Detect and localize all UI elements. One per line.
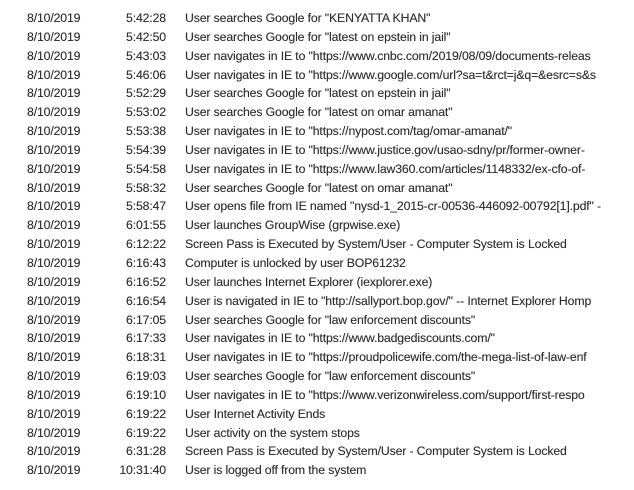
log-description: User searches Google for "latest on epstein in jail" [185, 29, 451, 44]
log-description: User searches Google for "law enforcement discounts" [185, 312, 476, 327]
log-description: Screen Pass is Executed by System/User - Computer System is Locked [185, 237, 567, 252]
log-time: 5:42:50 [126, 29, 166, 44]
log-date: 8/10/2019 [27, 406, 81, 421]
log-date: 8/10/2019 [27, 105, 81, 120]
log-time: 10:31:40 [119, 463, 166, 478]
log-date: 8/10/2019 [27, 255, 81, 270]
log-description: User searches Google for "latest on omar amanat" [185, 180, 453, 195]
log-description: User searches Google for "latest on omar amanat" [185, 105, 453, 120]
log-row [27, 122, 634, 141]
log-date: 8/10/2019 [27, 237, 81, 252]
log-row [27, 9, 634, 28]
log-row [27, 141, 634, 160]
log-description: User navigates in IE to "https://www.google.com/url?sa=t&rct=j&q=&esrc=s&s [185, 67, 596, 82]
log-row [27, 386, 634, 405]
log-row [27, 197, 634, 216]
log-date: 8/10/2019 [27, 444, 81, 459]
log-row [27, 235, 634, 254]
log-row [27, 311, 634, 330]
log-row [27, 66, 634, 85]
log-description: User searches Google for "latest on epstein in jail" [185, 86, 451, 101]
log-date: 8/10/2019 [27, 463, 81, 478]
log-row [27, 273, 634, 292]
log-row [27, 367, 634, 386]
log-row [27, 442, 634, 461]
log-time: 6:12:22 [126, 237, 166, 252]
log-row [27, 424, 634, 443]
log-row [27, 329, 634, 348]
log-time: 5:52:29 [126, 86, 166, 101]
log-time: 6:31:28 [126, 444, 166, 459]
log-time: 6:01:55 [126, 218, 166, 233]
log-date: 8/10/2019 [27, 199, 81, 214]
log-description: User launches GroupWise (grpwise.exe) [185, 218, 401, 233]
log-row [27, 179, 634, 198]
log-time: 6:19:03 [126, 369, 166, 384]
log-date: 8/10/2019 [27, 11, 81, 25]
log-date: 8/10/2019 [27, 218, 81, 233]
log-description: User navigates in IE to "https://www.justice.gov/usao-sdny/pr/former-owner- [185, 142, 585, 157]
log-date: 8/10/2019 [27, 67, 81, 82]
log-row [27, 461, 634, 480]
log-time: 5:53:38 [126, 124, 166, 139]
log-row [27, 47, 634, 66]
log-date: 8/10/2019 [27, 180, 81, 195]
log-description: User activity on the system stops [185, 425, 360, 440]
log-date: 8/10/2019 [27, 425, 81, 440]
log-date: 8/10/2019 [27, 142, 81, 157]
log-description: User searches Google for "KENYATTA KHAN" [185, 11, 431, 25]
log-description: User navigates in IE to "https://www.badgediscounts.com/" [185, 331, 495, 346]
log-time: 6:19:22 [126, 406, 166, 421]
log-date: 8/10/2019 [27, 86, 81, 101]
log-description: User navigates in IE to "https://proudpolicewife.com/the-mega-list-of-law-enf [185, 350, 587, 365]
log-time: 6:17:33 [126, 331, 166, 346]
log-time: 6:19:22 [126, 425, 166, 440]
log-description: User navigates in IE to "https://www.verizonwireless.com/support/first-respo [185, 387, 585, 402]
log-description: User is logged off from the system [185, 463, 367, 478]
log-date: 8/10/2019 [27, 48, 81, 63]
log-date: 8/10/2019 [27, 29, 81, 44]
log-description: Screen Pass is Executed by System/User - Computer System is Locked [185, 444, 567, 459]
log-description: User searches Google for "law enforcement discounts" [185, 369, 476, 384]
log-row [27, 216, 634, 235]
log-date: 8/10/2019 [27, 369, 81, 384]
log-time: 5:58:47 [126, 199, 166, 214]
log-date: 8/10/2019 [27, 161, 81, 176]
log-date: 8/10/2019 [27, 350, 81, 365]
log-row [27, 348, 634, 367]
log-time: 6:16:54 [126, 293, 166, 308]
log-time: 5:53:02 [126, 105, 166, 120]
log-date: 8/10/2019 [27, 331, 81, 346]
log-time: 6:16:52 [126, 274, 166, 289]
log-description: User is navigated in IE to "http://sallyport.bop.gov/" -- Internet Explorer Homp [185, 293, 592, 308]
log-date: 8/10/2019 [27, 274, 81, 289]
log-row [27, 405, 634, 424]
log-time: 5:58:32 [126, 180, 166, 195]
log-time: 5:46:06 [126, 67, 166, 82]
log-date: 8/10/2019 [27, 124, 81, 139]
log-date: 8/10/2019 [27, 387, 81, 402]
log-row [27, 160, 634, 179]
log-time: 5:54:58 [126, 161, 166, 176]
log-time: 5:42:28 [126, 11, 166, 25]
log-time: 6:17:05 [126, 312, 166, 327]
log-time: 6:16:43 [126, 255, 166, 270]
log-description: Computer is unlocked by user BOP61232 [185, 255, 406, 270]
log-row [27, 28, 634, 47]
log-description: User navigates in IE to "https://www.cnbc.com/2019/08/09/documents-releas [185, 48, 591, 63]
log-row [27, 84, 634, 103]
log-row [27, 103, 634, 122]
log-row [27, 254, 634, 273]
log-description: User Internet Activity Ends [185, 406, 326, 421]
log-time: 6:19:10 [126, 387, 166, 402]
log-time: 5:43:03 [126, 48, 166, 63]
log-time: 5:54:39 [126, 142, 166, 157]
log-description: User opens file from IE named "nysd-1_2015-cr-00536-446092-00792[1].pdf" - [185, 199, 601, 214]
log-date: 8/10/2019 [27, 312, 81, 327]
log-time: 6:18:31 [126, 350, 166, 365]
log-row [27, 292, 634, 311]
log-date: 8/10/2019 [27, 293, 81, 308]
log-description: User navigates in IE to "https://nypost.com/tag/omar-amanat/" [185, 124, 512, 139]
log-description: User launches Internet Explorer (iexplorer.exe) [185, 274, 433, 289]
log-description: User navigates in IE to "https://www.law360.com/articles/1148332/ex-cfo-of- [185, 161, 586, 176]
